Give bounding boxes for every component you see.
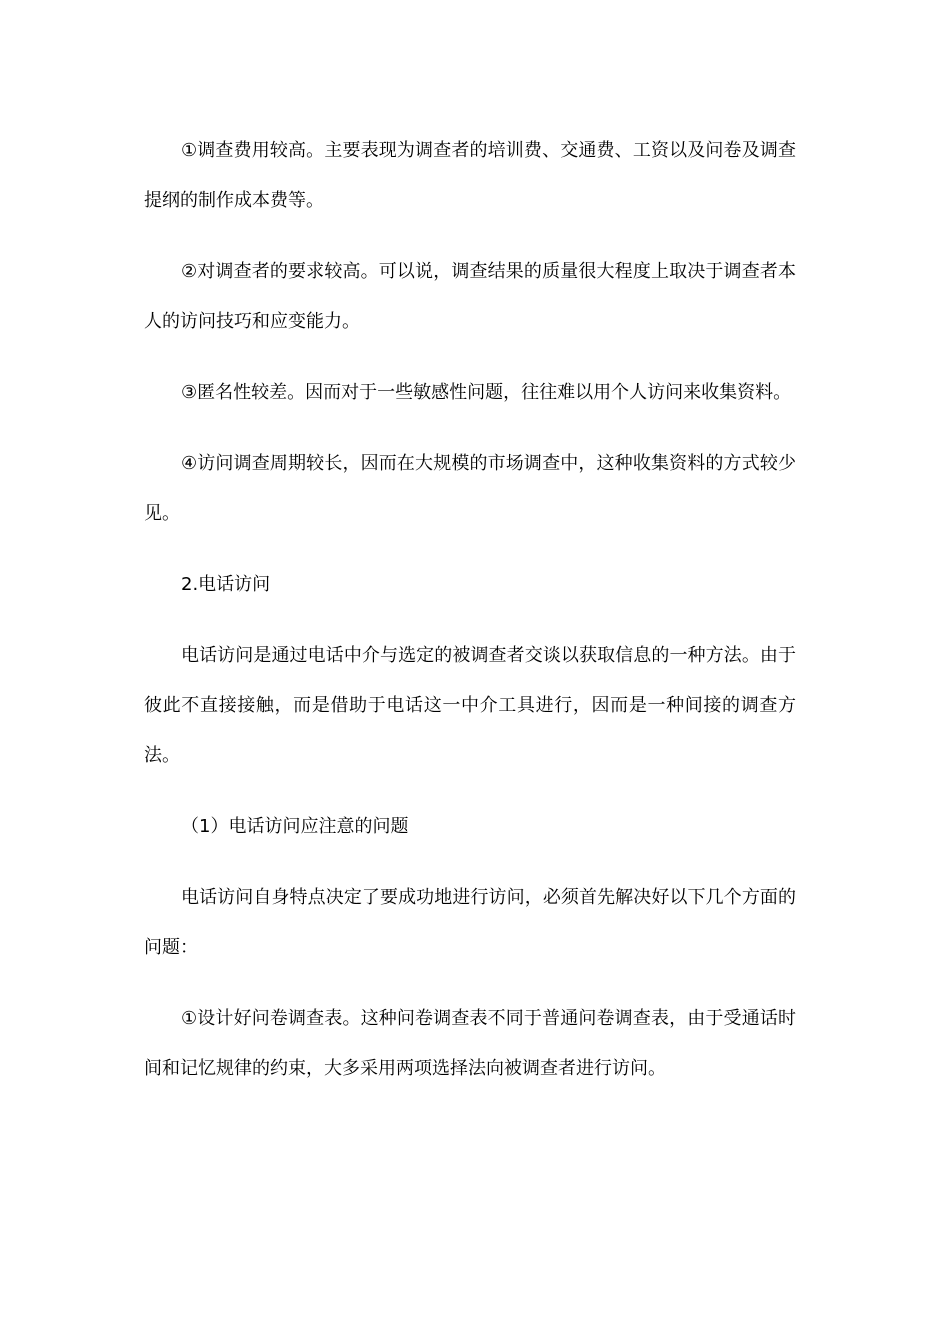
paragraph-phone-definition: 电话访问是通过电话中介与选定的被调查者交谈以获取信息的一种方法。由于彼此不直接接触，而是借助于电话这一中介工具进行，因而是一种间接的调查方法。 (144, 645, 796, 766)
paragraph-gap (144, 539, 796, 560)
document-page (144, 126, 796, 1094)
section-heading-phone-interview: 2.电话访问 (181, 574, 271, 595)
paragraph-anonymity: ③匿名性较差。因而对于一些敏感性问题，往往难以用个人访问来收集资料。 (181, 382, 792, 403)
paragraph-gap (144, 610, 796, 631)
paragraph-gap (144, 347, 796, 368)
paragraph-gap (144, 226, 796, 247)
paragraph-gap (144, 973, 796, 994)
paragraph-gap (144, 852, 796, 873)
paragraph-cycle: ④访问调查周期较长，因而在大规模的市场调查中，这种收集资料的方式较少见。 (144, 453, 796, 524)
paragraph-requirements: ②对调查者的要求较高。可以说，调查结果的质量很大程度上取决于调查者本人的访问技巧和应变能力。 (144, 261, 796, 332)
subsection-heading-issues: （1）电话访问应注意的问题 (181, 816, 409, 837)
paragraph-gap (144, 781, 796, 802)
paragraph-cost: ①调查费用较高。主要表现为调查者的培训费、交通费、工资以及问卷及调查提纲的制作成本费等。 (144, 140, 796, 211)
paragraph-questionnaire-design: ①设计好问卷调查表。这种问卷调查表不同于普通问卷调查表，由于受通话时间和记忆规律的约束，大多采用两项选择法向被调查者进行访问。 (144, 1008, 796, 1079)
paragraph-gap (144, 418, 796, 439)
paragraph-issues-intro: 电话访问自身特点决定了要成功地进行访问，必须首先解决好以下几个方面的问题： (144, 887, 796, 958)
